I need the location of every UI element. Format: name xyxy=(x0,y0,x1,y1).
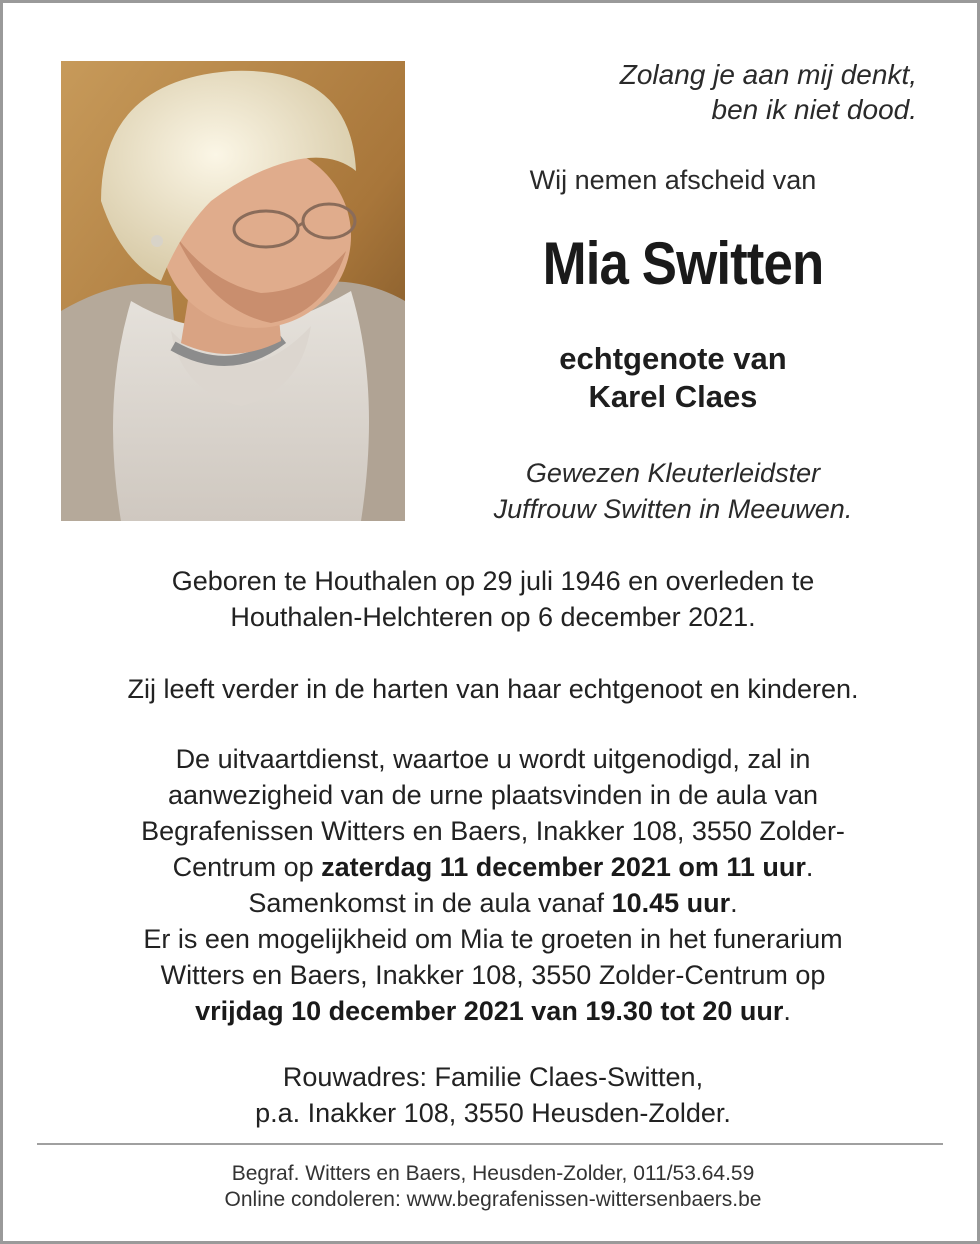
service-line-4-pre: Centrum op xyxy=(172,852,322,882)
motto-quote: Zolang je aan mij denkt, ben ik niet dood. xyxy=(619,59,917,125)
service-line-5-pre: Samenkomst in de aula vanaf xyxy=(248,888,612,918)
profession-line-2: Juffrouw Switten in Meeuwen. xyxy=(493,494,853,524)
visitation-date-time: vrijdag 10 december 2021 van 19.30 tot 20 uur xyxy=(195,996,784,1026)
birth-line-1: Geboren te Houthalen op 29 juli 1946 en overleden te xyxy=(171,566,815,596)
funeral-service-block xyxy=(43,741,943,1029)
service-line-1: De uitvaartdienst, waartoe u wordt uitgenodigd, zal in xyxy=(175,744,811,774)
service-line-3: Begrafenissen Witters en Baers, Inakker 108, 3550 Zolder- xyxy=(141,816,845,846)
mourning-address-block xyxy=(43,1059,943,1131)
spouse-line-1: echtgenote van xyxy=(559,341,787,376)
address-line-2: p.a. Inakker 108, 3550 Heusden-Zolder. xyxy=(255,1098,731,1128)
birth-line-2: Houthalen-Helchteren op 6 december 2021. xyxy=(230,602,756,632)
service-date-time: zaterdag 11 december 2021 om 11 uur xyxy=(321,852,806,882)
funeral-home-line: Begraf. Witters en Baers, Heusden-Zolder, 011/53.64.59 xyxy=(231,1162,755,1185)
service-line-5 xyxy=(43,885,943,921)
address-line-1: Rouwadres: Familie Claes-Switten, xyxy=(282,1062,704,1092)
profession-block xyxy=(443,455,903,527)
service-line-5-post: . xyxy=(730,888,738,918)
service-line-8-post: . xyxy=(783,996,791,1026)
footer-block xyxy=(43,1161,943,1213)
deceased-name: Mia Switten xyxy=(542,230,824,297)
gathering-time: 10.45 uur xyxy=(611,888,731,918)
spouse-block xyxy=(473,340,873,416)
remembrance-line: Zij leeft verder in de harten van haar echtgenoot en kinderen. xyxy=(127,674,859,704)
service-line-7: Witters en Baers, Inakker 108, 3550 Zolder-Centrum op xyxy=(160,960,826,990)
service-line-4 xyxy=(43,849,943,885)
service-line-4-post: . xyxy=(805,852,814,882)
footer-divider xyxy=(37,1143,943,1145)
profession-line-1: Gewezen Kleuterleidster xyxy=(525,458,821,488)
spouse-name: Karel Claes xyxy=(588,379,758,414)
service-line-2: aanwezigheid van de urne plaatsvinden in de aula van xyxy=(168,780,818,810)
portrait-illustration xyxy=(61,61,405,521)
portrait-photo xyxy=(61,61,405,521)
intro-text: Wij nemen afscheid van xyxy=(529,165,817,195)
online-condolence-line[interactable]: Online condoleren: www.begrafenissen-wittersenbaers.be xyxy=(224,1188,762,1211)
service-line-6: Er is een mogelijkheid om Mia te groeten in het funerarium xyxy=(143,924,843,954)
service-line-8 xyxy=(43,993,943,1029)
birth-death-block xyxy=(43,563,943,635)
